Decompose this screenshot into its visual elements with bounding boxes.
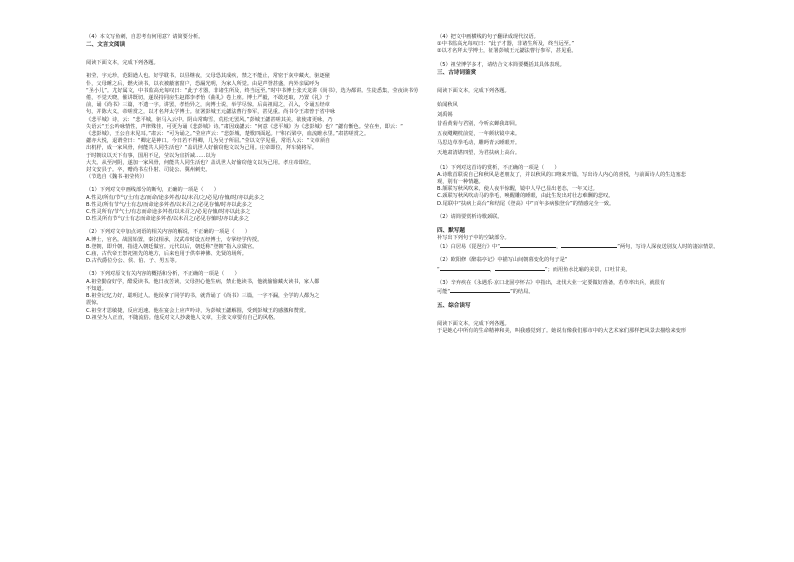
passage-line: 失语云“王公吟咏情性，声律殊佳，可更为诵《悲彭城》诗。”肃因戏勰云：“何意《悲平城》为《悲彭城》也？”勰有惭色。莹在坐，即云：“ [86,123,403,130]
dictation-2-blank-b[interactable] [495,265,545,271]
reading-passage-line: 于是她心中所有的生命精神和美，叫我感觉到了。她说有像我们那市中的大艺术家们那样把风景去描绘来变形 [437,328,687,335]
passage-line: 倦，不觉天晓，催讲既切，遂误持同房生赵郡李孝怡《曲礼》卷上座。博士严毅，不敢还取，乃置《礼》于 [86,95,330,102]
dictation-1: （1）白居易《琵琶行》中“ ， ”两句，写诗人深夜送别友人时的凄凉情景。 [437,244,719,251]
q3-option-a-cont: 不知道。 [86,285,107,292]
q4-sentence-2: ②以才名拜太学博士，征署彭城王元勰法曹行参军，甚见重。 [437,48,577,55]
q5-stem: （5）祖莹博学多才，请结合文本简要概括其具体表现。 [437,61,565,68]
q1-option-c: C.性灵所有/节气士/有志而命途多舛者/以未召之/必见存恤/时亦以此多之 [86,209,251,216]
passage-line: 《悲彭城》，王公自未见耳。”肃云：“可为诵之。”莹应声云：“悲彭城，楚歌四面起。尸积石梁亭，血流睢水里。”肃甚嗟赏之。 [86,131,370,138]
dictation-2 [437,257,780,264]
poem-line: 马思边草拳毛动，雕眄青云睡眼开。 [437,140,521,147]
section-4-title: 四、默写题 [437,228,465,234]
p2-stem: （2）请简要赏析诗歌颈联。 [437,213,503,220]
passage-line: 大夫。从至河阴，遂加一家风骨，何能共人同生活也？盖讥世人好偷窃他文以为己用。孝庄帝即位， [86,159,315,166]
section-3-title: 三、古诗词鉴赏 [437,69,477,76]
passage-line: 出机杼，成一家风骨，何能共人同生活也？”盖讥世人好偷窃他文以为己用。庄帝即位，拜车骑将军。 [86,145,317,152]
passage-line: “圣小儿”。尤好属文，中书监高允每叹曰：“此子才器，非诸生所及，终当远至。”时中书博士张天龙讲《尚书》，选为都讲。生徒悉集，莹夜读书劳 [86,87,419,94]
passage [86,73,419,174]
poem-author: 刘禹锡 [437,111,453,118]
poem-line: 天地肃清堪四望，为君扶病上高台。 [437,149,521,156]
question-4-prompt: （4）本文写鱼刺，自思考有何用意？请简要分析。 [86,34,204,40]
dictation-1-text: （1）白居易《琵琶行》中“ [437,244,501,251]
q4-translate-stem: （4）把文中画横线的句子翻译成现代汉语。 [437,34,539,40]
dictation-2-tail: ”；而用鱼水比喻的美景，口吐甘美。 [544,266,631,273]
q1-option-b: B.性灵/所有节气/士有志/而命途多舛者/以未召之/必见存恤/时亦以此多之 [86,201,253,208]
passage-line: 仆，父母睡之后，燃火读书，以衣被蔽塞窗户，恐漏光明，为家人所觉。由是声誉甚盛，内外亲属呼为 [86,80,320,87]
section-5-title: 五、综合读写 [437,303,471,310]
p1-option-d: D.尾联中“扶病上高台”和结尾《登高》中“百年多病独登台”的情感完全一致。 [437,200,615,207]
dictation-3-blank[interactable] [450,287,510,293]
q3-option-d: D.祖莹为人正直，不随流俗。他反对文人抄袭他人文章，主张文章要有自己的风格。 [86,314,279,321]
q3-stem: （3）下列对原文有关内容的概括和分析，不正确的一项是（ ） [86,271,240,278]
q2-stem: （2）下列对文中加点词语的相关内容的解说，不正确的一项是（ ） [86,229,251,236]
q1-option-d: D.性灵所有节气/士有志而命途多舛者/以未召之/必见存恤时/亦以此多之 [86,216,250,223]
q4-sentence-1: ①中书监高允每叹曰：“此子才器，非诸生所及，终当远至。” [437,41,575,48]
q2-option-a: A.博士，官名。战国始置，秦汉相承，汉武帝时设五经博士，专掌经学传授。 [86,236,263,243]
passage-line: 前，诵《尚书》三篇，不遗一字。讲罢，孝怡异之，向博士说，举学尽惊。后高祖闻之，召入，令诵五经章 [86,102,330,109]
dictation-2-text: （2）欧阳修《醉翁亭记》中描写山间朝暮变化的句子是“ [437,257,568,264]
dictation-3-tail: ”的结局。 [510,289,534,296]
passage-line: 封文安县子。卒，赠尚书左仆射、司徒公、冀州刺史。 [86,167,211,174]
passage-line: 祖莹，字元珍，范阳遒人也。好学耽书，以昼继夜，父母恐其成疾，禁之不能止，常密于灰中藏火，驱逐僮 [86,73,330,80]
dictation-1-blank-b[interactable] [561,242,617,248]
p1-option-a: A.诗歌首联说自己和秋风是老朋友了，并以秋风的口吻来开篇，写出诗人内心的喜悦，与前面诗人的生边塞悲 [437,171,686,178]
dictation-3-text: （3）辛弃疾在《永遇乐·京口北固亭怀古》中指出，北伐大业一定要做好准备，若草率出兵，就很有 [437,279,666,286]
poem-title: 始闻秋风 [437,102,458,109]
p1-option-c: C.颈联写秋风吹动马的拳毛，唤醒雕的睡眼，由此生发出对壮志难酬的悲叹。 [437,193,614,200]
section-3-instruction: 阅读下面文本，完成下列各题。 [437,87,510,94]
q3-option-b-cont: 震惊。 [86,300,102,307]
q1-stem: （1）下列对文中画线部分的断句，正确的一项是（ ） [86,187,219,194]
passage-line: 于时朝议以天下有事，国用不足，莹以为宜折减……以为 [86,152,216,159]
p1-option-b: B.颔联写秋风吹来，使人夜半惊醒，镜中人早已显出老态，一年又过。 [437,186,598,193]
poem-line: 昔看黄菊与君别，今听玄蝉我却回。 [437,121,521,128]
q2-option-d: D.古代爵位分公、侯、伯、子、男五等。 [86,258,180,265]
q3-option-c: C.祖莹才思敏捷，反应迅速。他在宴会上应声吟诗，为彭城王勰解围，受到彭城王的感激和赞赏。 [86,307,310,314]
dictation-1-blank-a[interactable] [500,242,556,248]
section-2-title: 二、文言文阅读 [86,42,126,49]
right-page [397,0,794,562]
dictation-3 [437,280,780,287]
dictation-3-answer [437,287,780,296]
p1-stem: （1）下列对这首诗的赏析，不正确的一项是（ ） [437,164,560,171]
dictation-2-answer: “ ， ”；而用鱼水比喻的美景，口吐甘美。 [437,266,631,273]
passage-line: 句，并陈大义，帝嗟赏之，以才名拜太学博士。征署彭城王元勰法曹行参军，甚见重。尚书令王肃曾于省中咏 [86,109,336,116]
dictation-2-sep: ， [489,266,495,273]
instruction: 阅读下面文本，完成下列各题。 [86,60,159,67]
q3-option-b: B.祖莹记忆力好，聪明过人。他误拿了同学的书，就背诵了《尚书》三篇，一字不漏，全学的人都为之 [86,293,320,300]
passage-line: 勰亦大悦，退谓莹曰：“卿定是神口。今日若不得卿，几为吴子所屈。”莹以文学见重，常语人云：“文章须自 [86,138,331,145]
passage-line: 《悲平城》诗，云：“悲平城，驱马入云中。阴山常晦雪，荒松无罢风。”彭城王勰甚嗟其美，欲使肃更咏，乃 [86,116,333,123]
section-4-instruction: 补写出下列句子中的空缺部分。 [437,235,510,241]
dictation-3-lead: 可能“ [437,289,451,296]
section-5-instruction: 阅读下面文本，完成下列各题。 [437,321,510,328]
p1-option-a-cont: 观，别有一种情趣。 [437,178,484,185]
q2-option-b: B.登朝，即升朝，指进入朝廷做官。元代以后，朝廷称“登朝”指入京做官。 [86,243,258,250]
q3-option-a: A.祖莹勤奋好学，酷爱读书。他日夜苦读，父母担心他生病，禁止他读书，他就偷偷藏火读书，家人都 [86,278,320,285]
poem-line: 五夜飕飗枕前觉，一年颜状镜中来。 [437,130,521,137]
dictation-1-tail: ”两句，写诗人深夜送别友人时的凄凉情景。 [617,244,719,251]
q1-option-a: A.性灵/所有/节气/士/有志/而命/途多舛者/以/未召/之/必见/存恤/时/亦以此多之 [86,194,265,201]
passage-source: （节选自《魏书·祖莹传》） [86,174,148,181]
q2-option-c: C.庙，古代帝王祭祀祖先的地方，后来也用于供奉神佛、先贤的场所。 [86,251,247,258]
dictation-2-blank-a[interactable] [440,265,490,271]
